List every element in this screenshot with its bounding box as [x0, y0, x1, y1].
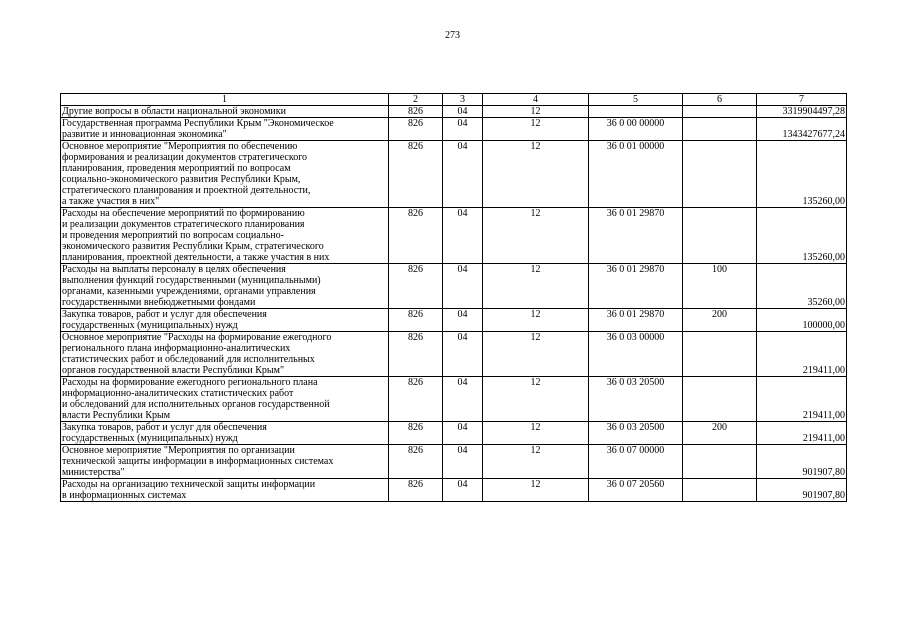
cell-name: Государственная программа Республики Крым "Экономическое развитие и инновационная экономика" — [61, 118, 389, 141]
cell-sum: 35260,00 — [757, 264, 847, 309]
cell-csr: 36 0 01 29870 — [589, 208, 683, 264]
cell-csr: 36 0 00 00000 — [589, 118, 683, 141]
cell-grbs: 826 — [389, 118, 443, 141]
cell-sum: 901907,80 — [757, 479, 847, 502]
column-header: 6 — [683, 94, 757, 106]
cell-sum: 100000,00 — [757, 309, 847, 332]
cell-name: Расходы на обеспечение мероприятий по формированию и реализации документов стратегического планирования и проведения мероприятий по вопросам социально- экономического развития Республики Крым, стратегического планирования, проектной деятельности, а также участия в них — [61, 208, 389, 264]
cell-pr: 12 — [483, 377, 589, 422]
cell-grbs: 826 — [389, 479, 443, 502]
table-row — [61, 106, 847, 118]
cell-vr — [683, 208, 757, 264]
column-header: 3 — [443, 94, 483, 106]
budget-table — [60, 93, 847, 502]
cell-csr: 36 0 03 00000 — [589, 332, 683, 377]
cell-csr: 36 0 07 00000 — [589, 445, 683, 479]
cell-vr — [683, 332, 757, 377]
cell-pr: 12 — [483, 422, 589, 445]
cell-pr: 12 — [483, 445, 589, 479]
cell-pr: 12 — [483, 264, 589, 309]
cell-vr — [683, 445, 757, 479]
cell-name: Основное мероприятие "Мероприятия по обеспечению формирования и реализации документов стратегического планирования, проведения мероприятий по вопросам социально-экономического развития Республики Крым, стратегического планирования и проектной деятельности, а также участия в них" — [61, 141, 389, 208]
column-header: 5 — [589, 94, 683, 106]
cell-name: Другие вопросы в области национальной экономики — [61, 106, 389, 118]
cell-sum: 219411,00 — [757, 332, 847, 377]
cell-csr: 36 0 01 29870 — [589, 264, 683, 309]
cell-vr: 200 — [683, 309, 757, 332]
cell-csr: 36 0 03 20500 — [589, 422, 683, 445]
cell-rz: 04 — [443, 377, 483, 422]
cell-sum: 219411,00 — [757, 422, 847, 445]
cell-name: Расходы на формирование ежегодного регионального плана информационно-аналитических статистических работ и обследований для исполнительных органов государственной власти Республики Крым — [61, 377, 389, 422]
table-row — [61, 422, 847, 445]
cell-rz: 04 — [443, 264, 483, 309]
cell-pr: 12 — [483, 479, 589, 502]
cell-sum: 135260,00 — [757, 208, 847, 264]
table-header-row — [61, 94, 847, 106]
cell-rz: 04 — [443, 332, 483, 377]
cell-name: Закупка товаров, работ и услуг для обеспечения государственных (муниципальных) нужд — [61, 309, 389, 332]
cell-vr — [683, 106, 757, 118]
table-row — [61, 479, 847, 502]
table-row — [61, 208, 847, 264]
cell-vr — [683, 118, 757, 141]
cell-sum: 3319904497,28 — [757, 106, 847, 118]
table-row — [61, 118, 847, 141]
cell-grbs: 826 — [389, 422, 443, 445]
cell-sum: 1343427677,24 — [757, 118, 847, 141]
cell-vr: 100 — [683, 264, 757, 309]
page-number: 273 — [445, 30, 460, 41]
cell-rz: 04 — [443, 208, 483, 264]
cell-grbs: 826 — [389, 106, 443, 118]
cell-grbs: 826 — [389, 445, 443, 479]
cell-vr — [683, 377, 757, 422]
cell-pr: 12 — [483, 309, 589, 332]
cell-pr: 12 — [483, 141, 589, 208]
column-header: 1 — [61, 94, 389, 106]
table-row — [61, 332, 847, 377]
cell-pr: 12 — [483, 208, 589, 264]
cell-rz: 04 — [443, 118, 483, 141]
column-header: 2 — [389, 94, 443, 106]
cell-name: Основное мероприятие "Мероприятия по организации технической защиты информации в информационных системах министерства" — [61, 445, 389, 479]
cell-sum: 135260,00 — [757, 141, 847, 208]
cell-grbs: 826 — [389, 264, 443, 309]
cell-name: Закупка товаров, работ и услуг для обеспечения государственных (муниципальных) нужд — [61, 422, 389, 445]
cell-rz: 04 — [443, 141, 483, 208]
cell-name: Основное мероприятие "Расходы на формирование ежегодного регионального плана информационно-аналитических статистических работ и обследований для исполнительных органов государственной власти Республики Крым" — [61, 332, 389, 377]
cell-vr — [683, 479, 757, 502]
column-header: 4 — [483, 94, 589, 106]
cell-vr — [683, 141, 757, 208]
cell-grbs: 826 — [389, 141, 443, 208]
cell-grbs: 826 — [389, 332, 443, 377]
cell-csr: 36 0 01 00000 — [589, 141, 683, 208]
cell-grbs: 826 — [389, 208, 443, 264]
cell-rz: 04 — [443, 422, 483, 445]
cell-csr: 36 0 07 20560 — [589, 479, 683, 502]
cell-rz: 04 — [443, 479, 483, 502]
cell-sum: 219411,00 — [757, 377, 847, 422]
cell-rz: 04 — [443, 445, 483, 479]
cell-sum: 901907,80 — [757, 445, 847, 479]
cell-pr: 12 — [483, 332, 589, 377]
column-header: 7 — [757, 94, 847, 106]
table-row — [61, 141, 847, 208]
cell-csr: 36 0 03 20500 — [589, 377, 683, 422]
cell-pr: 12 — [483, 118, 589, 141]
cell-vr: 200 — [683, 422, 757, 445]
table-row — [61, 445, 847, 479]
table-row — [61, 309, 847, 332]
cell-name: Расходы на организацию технической защиты информации в информационных системах — [61, 479, 389, 502]
cell-rz: 04 — [443, 309, 483, 332]
table-row — [61, 377, 847, 422]
cell-grbs: 826 — [389, 309, 443, 332]
cell-csr: 36 0 01 29870 — [589, 309, 683, 332]
cell-csr — [589, 106, 683, 118]
cell-name: Расходы на выплаты персоналу в целях обеспечения выполнения функций государственными (муниципальными) органами, казенными учреждениями, органами управления государственными внебюджетными фондами — [61, 264, 389, 309]
cell-rz: 04 — [443, 106, 483, 118]
cell-grbs: 826 — [389, 377, 443, 422]
table-row — [61, 264, 847, 309]
cell-pr: 12 — [483, 106, 589, 118]
